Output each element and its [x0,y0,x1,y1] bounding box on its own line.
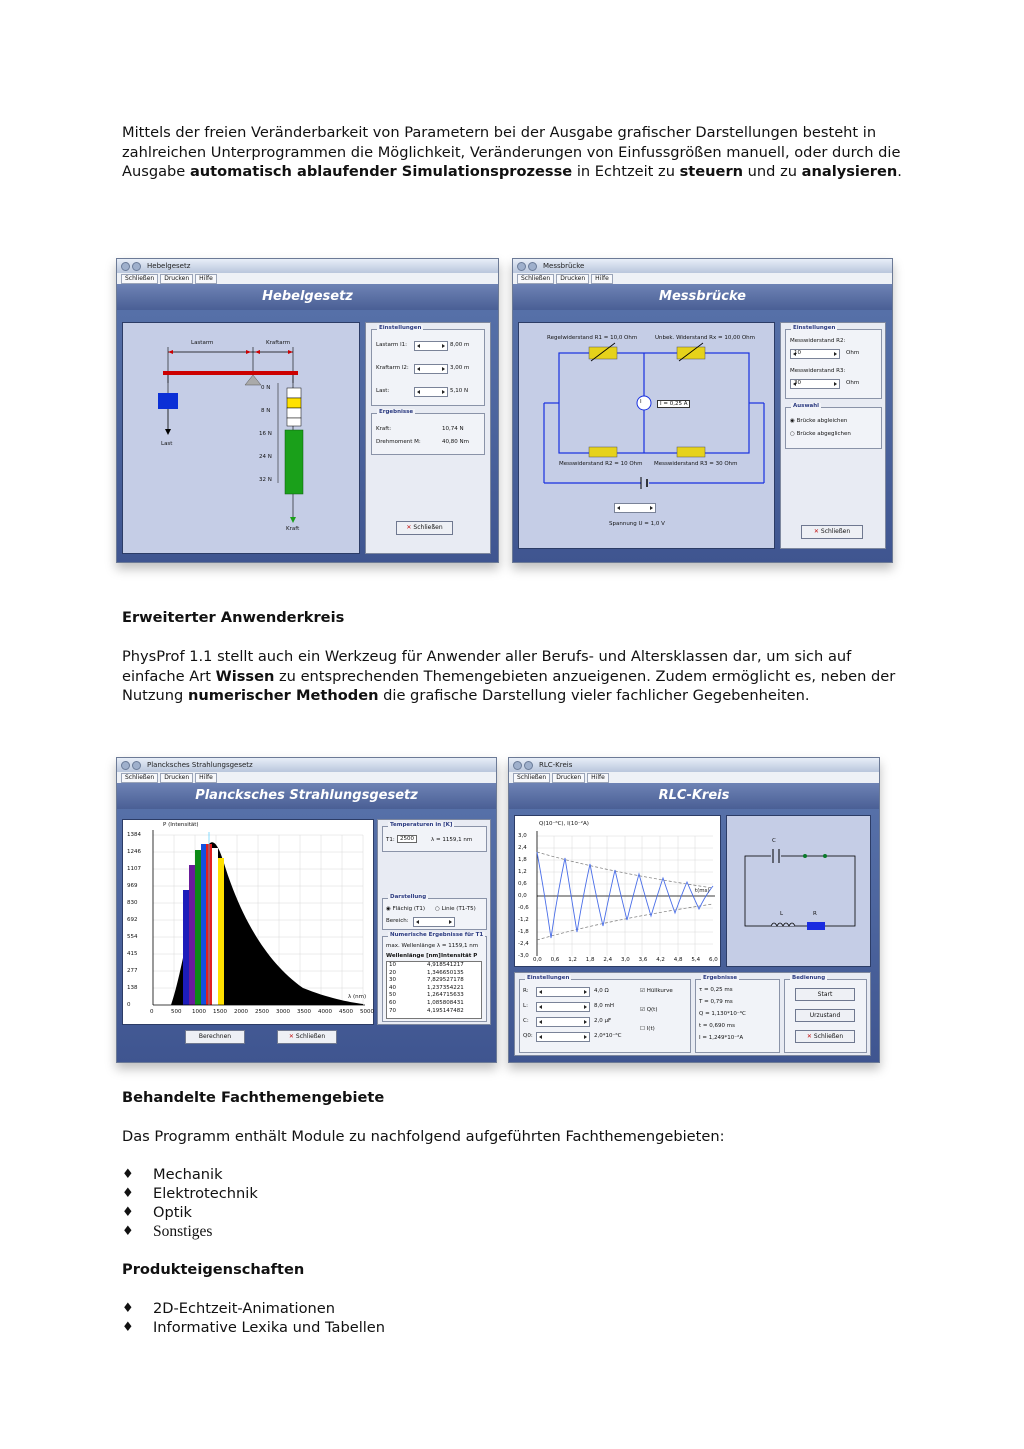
table-cell: 1,346650135 [427,969,464,976]
hebel-result-value: 40,80 Nm [442,439,469,445]
anwenderkreis-text-1: PhysProf 1.1 stellt auch ein Werkzeug für Anwender aller Berufs- und Altersklassen dar, um sich auf einfache Art [122,648,852,685]
hebel-lever-diagram [123,323,359,553]
rlc-x-tick: 3,6 [638,957,648,963]
list-item-text: Sonstiges [153,1223,213,1240]
planck-window-title: Plancksches Strahlungsgesetz [147,761,253,769]
table-cell: 1,264715633 [427,992,464,999]
section-heading-fachthemen: Behandelte Fachthemengebiete [122,1089,385,1106]
hebel-menu-print[interactable]: Drucken [160,274,193,284]
planck-x-tick: 2000 [234,1009,248,1015]
rlc-check-label: I(t) [646,1026,655,1032]
rlc-titlebar [509,758,879,772]
planck-y-tick: 969 [127,883,138,889]
table-row[interactable] [387,992,481,999]
planck-calc-button[interactable] [185,1030,245,1044]
planck-display-option: Flächig (T1) [392,906,426,912]
rlc-settings-title: Einstellungen [527,975,570,981]
mess-settings-title: Einstellungen [793,325,836,331]
hebel-setting-value: 3,00 m [450,365,470,371]
rlc-start-button[interactable] [795,988,855,1001]
hebel-side-panel [365,322,491,554]
planck-header: Plancksches Strahlungsgesetz [117,783,496,809]
rlc-x-tick: 0,6 [550,957,560,963]
rlc-result-value: τ = 0,25 ms [699,987,733,993]
rlc-result-value: I = 1,249*10⁻²A [699,1035,744,1041]
mess-voltage-slider[interactable] [614,503,656,513]
rlc-setting-value: 2,0*10⁻⁶C [594,1033,622,1039]
list-item [122,1203,258,1222]
diamond-bullet-icon: ♦ [122,1186,134,1201]
planck-menubar [117,772,496,783]
planck-lambda-value: λ = 1159,1 nm [431,837,473,843]
rlc-window-title: RLC-Kreis [539,761,573,769]
intro-text-2: in Echtzeit zu [572,163,680,180]
planck-chart-panel [122,819,374,1025]
mess-window-title: Messbrücke [543,262,585,270]
rlc-x-tick: 1,8 [585,957,595,963]
rlc-y-tick: 1,2 [518,869,527,875]
mess-r1-label: Regelwiderstand R1 = 10,0 Ohm [547,335,638,341]
mess-choice-radio[interactable]: ◉ Brücke abgleichen [790,418,848,424]
planck-display-radio[interactable]: ○ Linie (T1-T5) [435,906,476,912]
rlc-check-label: Q(t) [646,1007,658,1013]
anwenderkreis-bold-methoden: numerischer Methoden [187,687,379,704]
rlc-y-tick: -2,4 [518,941,529,947]
planck-x-tick: 3000 [276,1009,290,1015]
mess-side-panel [780,322,886,549]
table-cell: 10 [389,962,396,968]
planck-y-tick: 692 [127,917,138,923]
planck-temp-title: Temperaturen in [K] [390,822,453,828]
planck-range-label: Bereich: [386,918,409,924]
hebel-window-title: Hebelgesetz [147,262,191,270]
rlc-l-slider[interactable] [536,1002,590,1012]
rlc-setting-label: L: [523,1003,528,1009]
rlc-x-tick: 0,0 [533,957,542,963]
planck-results-table[interactable] [386,961,482,1019]
rlc-y-tick: 2,4 [518,845,527,851]
table-cell: 4,918541217 [427,962,464,968]
intro-paragraph [122,123,912,182]
rlc-r-slider[interactable] [536,987,590,997]
rlc-check-q[interactable]: ☑ Q(t) [640,1007,658,1013]
planck-x-tick: 500 [171,1009,182,1015]
table-row[interactable] [387,962,481,969]
rlc-x-axis-label: t(ms) [695,888,710,894]
mess-menu-print[interactable]: Drucken [556,274,589,284]
rlc-y-tick: 0,0 [518,893,527,899]
hebel-titlebar [117,259,498,273]
diamond-bullet-icon: ♦ [122,1205,134,1220]
planck-menu-print[interactable]: Drucken [160,773,193,783]
hebel-scale-3: 24 N [259,454,272,460]
planck-window [116,757,497,1063]
diamond-bullet-icon: ♦ [122,1224,134,1239]
planck-x-axis-label: λ (nm) [348,994,367,1000]
rlc-setting-label: R: [523,988,529,994]
planck-table-header: Wellenlänge [nm] [386,953,441,959]
planck-menu-close[interactable]: Schließen [121,773,158,783]
mess-r2-unit: Ohm [846,350,860,356]
hebel-close-label: Schließen [413,524,443,531]
mess-window [512,258,893,563]
table-cell: 70 [389,1007,396,1014]
planck-display-option: Linie (T1-T5) [441,906,476,912]
hebel-setting-label: Lastarm l1: [376,342,407,348]
rlc-x-tick: 3,0 [621,957,630,963]
hebel-close-button[interactable]: ✕ Schließen [396,521,453,535]
planck-menu-help[interactable]: Hilfe [195,773,217,783]
diamond-bullet-icon: ♦ [122,1301,134,1316]
rlc-results-group [695,975,780,1053]
planck-y-tick: 554 [127,934,138,940]
rlc-setting-value: 4,0 Ω [594,988,609,994]
hebel-kraftarm-label: Kraftarm [266,340,291,346]
rlc-y-axis-label: Q(10⁻⁶C), I(10⁻²A) [539,821,589,827]
rlc-y-tick: 1,8 [518,857,527,863]
planck-numeric-title: Numerische Ergebnisse für T1 [390,932,484,938]
rlc-oscillation-chart [515,816,720,966]
rlc-y-tick: 0,6 [518,881,527,887]
planck-y-tick: 1107 [127,866,141,872]
mess-titlebar [513,259,892,273]
hebel-menu-help[interactable]: Hilfe [195,274,217,284]
mess-voltage-label: Spannung U = 1,0 V [609,521,665,527]
list-item-text: 2D-Echtzeit-Animationen [153,1300,335,1317]
planck-t1-input[interactable]: 2500 [397,835,417,843]
rlc-x-tick: 1,2 [568,957,577,963]
rlc-check-label: Hüllkurve [646,988,673,994]
rlc-y-tick: -1,2 [518,917,529,923]
hebel-body [117,310,498,562]
mess-drawing-panel [518,322,775,549]
rlc-x-tick: 5,4 [691,957,701,963]
planck-close-label: Schließen [295,1033,326,1040]
mess-choice-title: Auswahl [793,403,820,409]
mess-settings-group [785,325,882,399]
produkteigenschaften-list [122,1299,385,1337]
mess-body [513,310,892,562]
table-cell: 1,237354221 [427,984,464,991]
mess-close-label: Schließen [820,528,851,535]
mess-choice-radio[interactable]: ○ Brücke abgeglichen [790,431,851,437]
rlc-header: RLC-Kreis [509,783,879,809]
rlc-circuit-diagram [727,816,870,966]
planck-t1-label: T1: [386,837,395,843]
diamond-bullet-icon: ♦ [122,1167,134,1182]
planck-body [117,809,496,1062]
rlc-y-tick: -3,0 [518,953,529,959]
planck-x-tick: 1500 [213,1009,227,1015]
rlc-c-slider[interactable] [536,1017,590,1027]
table-cell: 4,195147482 [427,1007,464,1014]
mess-r3-setting-label: Messwiderstand R3: [790,368,846,374]
diamond-bullet-icon: ♦ [122,1320,134,1335]
planck-calc-label: Berechnen [198,1033,232,1040]
list-item-text: Optik [153,1204,192,1221]
rlc-start-label: Start [817,991,833,998]
hebel-last-slider[interactable] [414,387,448,397]
hebel-scale-2: 16 N [259,431,272,437]
planck-table-header: Intensität P [441,953,478,959]
mess-r3-label: Messwiderstand R3 = 30 Ohm [654,461,738,467]
rlc-setting-label: Q0: [523,1033,533,1039]
hebel-header: Hebelgesetz [117,284,498,310]
rlc-setting-label: C: [523,1018,529,1024]
anwenderkreis-text-2: zu entsprechenden Themengebieten anzueigenen. Zudem ermöglicht es, neben der Nutzung [122,667,896,704]
rlc-chart-panel [514,815,721,967]
mess-ammeter-symbol: I [640,399,642,405]
hebel-result-label: Kraft: [376,426,392,432]
planck-y-tick: 1384 [127,832,141,838]
planck-x-tick: 0 [150,1009,154,1015]
rlc-setting-value: 8,0 mH [594,1003,614,1009]
rlc-inductor-label: L [780,911,784,917]
rlc-y-tick: -1,8 [518,929,529,935]
planck-numeric-group [382,932,487,1022]
rlc-control-group [784,975,867,1053]
anwenderkreis-paragraph [122,647,912,706]
planck-side-panel [377,819,491,1025]
hebel-kraftarm-slider[interactable] [414,364,448,374]
hebel-settings-title: Einstellungen [379,325,422,331]
rlc-close-button[interactable]: ✕ Schließen [795,1030,855,1043]
mess-choice-label: Brücke abgleichen [796,418,848,424]
list-item-text: Informative Lexika und Tabellen [153,1319,386,1336]
planck-y-axis-label: P (Intensität) [163,822,199,828]
rlc-y-tick: 3,0 [518,833,527,839]
hebel-window [116,258,499,563]
rlc-result-value: t = 0,690 ms [699,1023,735,1029]
rlc-menubar [509,772,879,783]
list-item [122,1184,258,1203]
mess-choice-group [785,403,882,449]
planck-y-tick: 415 [127,951,138,957]
planck-y-tick: 277 [127,968,138,974]
table-cell: 20 [389,969,396,976]
rlc-q0-slider[interactable] [536,1032,590,1042]
rlc-result-value: T = 0,79 ms [699,999,733,1005]
hebel-result-value: 10,74 N [442,426,464,432]
mess-choice-label: Brücke abgeglichen [796,431,851,437]
hebel-result-label: Drehmoment M: [376,439,421,445]
list-item [122,1222,258,1241]
planck-display-radio[interactable]: ◉ Flächig (T1) [386,906,426,912]
planck-display-title: Darstellung [390,894,427,900]
rlc-menu-help[interactable]: Hilfe [587,773,609,783]
planck-y-tick: 1246 [127,849,141,855]
hebel-results-title: Ergebnisse [379,409,414,415]
planck-range-slider[interactable] [413,917,455,927]
rlc-settings-group [519,975,691,1053]
hebel-scale-1: 8 N [261,408,271,414]
rlc-results-title: Ergebnisse [703,975,738,981]
hebel-last-label: Last [161,441,173,447]
mess-rx-label: Unbek. Widerstand Rx = 10,00 Ohm [655,335,756,341]
table-row[interactable] [387,1000,481,1007]
table-row[interactable] [387,1008,481,1015]
planck-x-tick: 3500 [297,1009,311,1015]
hebel-menubar [117,273,498,284]
table-cell: 30 [389,977,396,984]
rlc-resistor-label: R [813,911,817,917]
list-item [122,1299,385,1318]
hebel-settings-group [371,325,485,406]
hebel-scale-0: 0 N [261,385,271,391]
mess-menubar [513,273,892,284]
rlc-reset-button[interactable] [795,1009,855,1022]
planck-x-tick: 5000 [360,1009,374,1015]
planck-y-tick: 830 [127,900,138,906]
mess-current-value: I = 0,25 A [657,400,690,408]
rlc-check-envelope[interactable]: ☑ Hüllkurve [640,988,673,994]
hebel-menu-close[interactable]: Schließen [121,274,158,284]
rlc-menu-print[interactable]: Drucken [552,773,585,783]
hebel-setting-value: 8,00 m [450,342,470,348]
rlc-control-title: Bedienung [792,975,826,981]
table-row[interactable] [387,977,481,984]
rlc-bottom-panel [514,972,871,1056]
list-item [122,1165,258,1184]
intro-text-3: und zu [743,163,802,180]
section-heading-produkteigenschaften: Produkteigenschaften [122,1261,305,1278]
rlc-setting-value: 2,0 µF [594,1018,612,1024]
rlc-window [508,757,880,1063]
fachthemen-list [122,1165,258,1241]
mess-bridge-diagram [519,323,774,548]
hebel-drawing-panel [122,322,360,554]
mess-r2-select-value: 10 [794,350,801,356]
planck-display-group [382,894,487,930]
rlc-menu-close[interactable]: Schließen [513,773,550,783]
table-cell: 7,829527178 [427,977,464,984]
hebel-setting-label: Last: [376,388,390,394]
mess-r3-unit: Ohm [846,380,860,386]
mess-r3-select-value: 30 [794,380,801,386]
list-item [122,1318,385,1337]
anwenderkreis-bold-wissen: Wissen [215,667,275,685]
table-cell: 40 [389,984,396,991]
rlc-circuit-panel [726,815,871,967]
hebel-kraft-label: Kraft [286,526,300,532]
mess-header: Messbrücke [513,284,892,310]
rlc-x-tick: 4,8 [673,957,683,963]
intro-bold-analysieren: analysieren [801,163,898,180]
rlc-x-tick: 6,0 [709,957,718,963]
table-row[interactable] [387,970,481,977]
table-row[interactable] [387,985,481,992]
planck-titlebar [117,758,496,772]
rlc-close-label: Schließen [813,1033,844,1040]
hebel-results-group [371,409,485,455]
table-cell: 60 [389,1000,396,1006]
section-heading-anwenderkreis: Erweiterter Anwenderkreis [122,609,345,626]
planck-y-tick: 138 [127,985,138,991]
planck-curve-chart [123,820,373,1024]
hebel-setting-label: Kraftarm l2: [376,365,409,371]
mess-r2-setting-label: Messwiderstand R2: [790,338,846,344]
mess-close-button[interactable]: ✕ Schließen [801,525,863,539]
table-cell: 50 [389,992,396,999]
rlc-result-value: Q = 1,130*10⁻⁶C [699,1011,746,1017]
hebel-scale-4: 32 N [259,477,272,483]
rlc-body [509,809,879,1062]
rlc-x-tick: 2,4 [603,957,613,963]
fachthemen-intro: Das Programm enthält Module zu nachfolgend aufgeführten Fachthemengebieten: [122,1128,725,1145]
hebel-lastarm-label: Lastarm [191,340,214,346]
list-item-text: Elektrotechnik [153,1185,258,1202]
rlc-check-i[interactable]: ☐ I(t) [640,1026,655,1032]
anwenderkreis-text-3: die grafische Darstellung vieler fachlicher Gegebenheiten. [378,687,810,704]
intro-text-1: Mittels der freien Veränderbarkeit von Parametern bei der Ausgabe grafischer Darstellungen besteht in zahlreichen Unterprogrammen die Möglichkeit, Veränderungen von Einfussgrößen manuell, oder durch die Ausgabe [122,124,901,180]
rlc-x-tick: 4,2 [656,957,665,963]
table-cell: 1,085808431 [427,1000,464,1006]
intro-text-4: . [897,163,902,180]
planck-max-label: max. Wellenlänge λ = 1159,1 nm [386,943,479,949]
intro-bold-simulation: automatisch ablaufender Simulationsprozesse [189,163,573,180]
hebel-lastarm-slider[interactable] [414,341,448,351]
planck-close-button[interactable]: ✕ Schließen [277,1030,337,1044]
intro-bold-steuern: steuern [679,163,744,180]
planck-x-tick: 2500 [255,1009,269,1015]
mess-r2-label: Messwiderstand R2 = 10 Ohm [559,461,643,467]
planck-temp-group [382,822,487,852]
mess-menu-close[interactable]: Schließen [517,274,554,284]
planck-x-tick: 4000 [318,1009,332,1015]
list-item-text: Mechanik [153,1166,223,1183]
rlc-y-tick: -0,6 [518,905,529,911]
planck-y-tick: 0 [127,1002,131,1008]
mess-menu-help[interactable]: Hilfe [591,274,613,284]
rlc-reset-label: Urzustand [809,1012,841,1019]
planck-x-tick: 1000 [192,1009,206,1015]
planck-x-tick: 4500 [339,1009,353,1015]
rlc-capacitor-label: C [772,838,776,844]
hebel-setting-value: 5,10 N [450,388,469,394]
